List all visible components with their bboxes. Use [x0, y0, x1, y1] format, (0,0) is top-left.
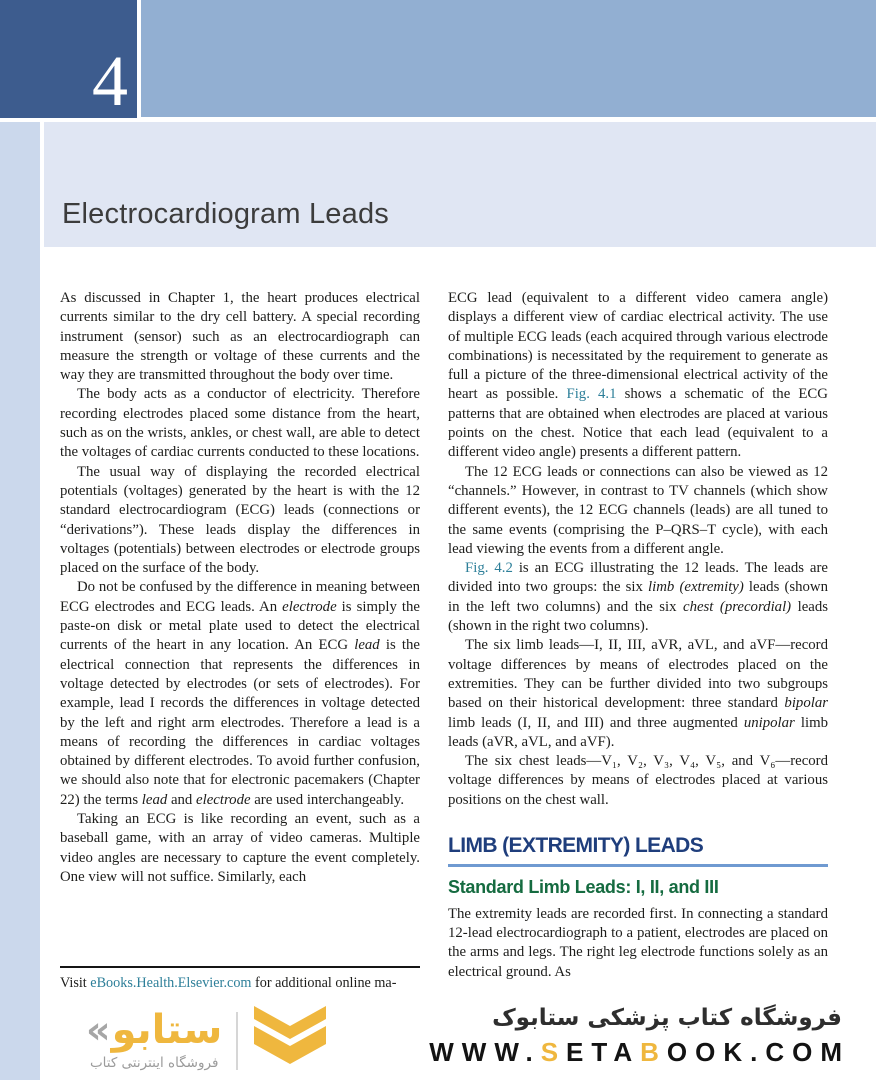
text-segment: shows a schematic of the ECG patterns that are obtained when electrodes are placed at various points on the chest. Notice that each lead (equivalent to a different video angle) presents a different pattern. [448, 386, 828, 461]
text-segment: S [540, 1036, 567, 1067]
text-segment: leads (shown in the left two columns) and the six [448, 579, 828, 615]
text-segment: ETA [566, 1036, 641, 1067]
left-text-column [60, 289, 420, 965]
text-segment: is simply the paste-on disk or metal plate used to detect the electrical currents of the heart in any location. An ECG [60, 598, 420, 654]
setabook-logo[interactable] [86, 1006, 328, 1075]
text-segment: (extremity) [679, 579, 744, 596]
text-segment: The six limb leads—I, II, III, aVR, aVL, and aVF—record voltage differences by means of electrodes placed on the extremities. They can be further divided into two subgroups based on their historical development: three standard [448, 637, 828, 712]
footer-store-info [429, 1004, 850, 1068]
paragraph [448, 463, 828, 559]
store-name-persian: فروشگاه کتاب پزشکی ستابوک [492, 1005, 842, 1031]
text-segment: The extremity leads are recorded first. In connecting a standard 12-lead electrocardiograph to a patient, electrodes are placed on the arms and legs. The right leg electrode functions solely as an electrical ground. As [448, 905, 828, 980]
paragraph [60, 810, 420, 887]
text-segment: OOK.COM [666, 1036, 850, 1067]
logo-wordmark [86, 1006, 223, 1053]
paragraph [448, 752, 828, 810]
inline-link[interactable]: eBooks.Health.Elsevier.com [90, 975, 252, 991]
text-segment: The body acts as a conductor of electricity. Therefore recording electrodes placed some distance from the heart, such as on the wrists, ankles, or chest wall, are able to detect the voltages of cardiac currents conducted to these locations. [60, 386, 420, 461]
text-segment: limb leads (aVR, aVL, and aVF). [448, 714, 828, 750]
text-segment: Visit [60, 975, 91, 991]
text-segment: The six chest leads—V₁, V₂, V₃, V₄, V₅, and V₆—record voltage differences by means of electrodes placed at various positions on the chest wall. [448, 753, 828, 808]
text-segment: The 12 ECG leads or connections can also be viewed as 12 “channels.” However, in contrast to TV channels (which show different events), the 12 ECG channels (leads) are all tuned to the same events (comprising the P–QRS–T cycle), with each lead viewing the events from a different angle. [448, 463, 828, 557]
text-segment: The usual way of displaying the recorded electrical potentials (voltages) generated by the heart is with the 12 standard electrocardiogram (ECG) leads (connections or “derivations”). These leads display the differences in voltages (potentials) between electrodes or electrode groups placed on the surface of the body. [60, 463, 420, 577]
section-heading: LIMB (EXTREMITY) LEADS [448, 834, 828, 867]
text-segment: As discussed in Chapter 1, the heart produces electrical currents similar to the dry cell battery. A special recording instrument (sensor) such as an electrocardiograph can measure the strength or voltage of these currents and the way they are transmitted throughout the body over time. [60, 290, 420, 384]
right-text-column [448, 289, 828, 1011]
text-segment: for additional online ma- [251, 975, 397, 991]
text-segment: B [640, 1036, 667, 1067]
text-segment: limb leads (I, II, and III) and three augmented [448, 714, 744, 731]
paragraph [60, 289, 420, 385]
text-segment: leads (shown in the right two columns). [448, 598, 828, 635]
inline-link[interactable]: Fig. 4.1 [566, 386, 617, 403]
logo-divider [236, 1012, 238, 1070]
paragraph [448, 559, 828, 636]
double-chevron-emblem-icon [252, 1006, 328, 1075]
logo-tagline: فروشگاه اینترنتی کتاب [89, 1054, 219, 1071]
text-segment: unipolar [743, 714, 795, 731]
paragraph [448, 636, 828, 752]
watermark-footer [0, 1000, 876, 1080]
side-strip [0, 122, 40, 1080]
text-segment: Do not be confused by the difference in meaning between ECG electrodes and ECG leads. An [60, 579, 420, 615]
text-segment: lead [354, 637, 380, 654]
text-segment: ECG lead (equivalent to a different video camera angle) displays a different view of cardiac electrical activity. The use of multiple ECG leads (each acquired through various electrode combinations) is necessitated by the requirement to generate as full a picture of the three-dimensional electrical activity of the heart as possible. [448, 290, 828, 403]
text-segment: is an ECG illustrating the 12 leads. The leads are divided into two groups: the six [448, 560, 828, 596]
header-band [141, 0, 876, 117]
store-website[interactable] [429, 1037, 850, 1068]
column-footnote [60, 966, 420, 992]
logo-kaf-chevron: « [86, 1007, 111, 1052]
text-segment: and [167, 791, 197, 808]
chapter-number-box [0, 0, 137, 121]
inline-link[interactable]: Fig. 4.2 [465, 560, 513, 577]
paragraph [60, 578, 420, 810]
paragraph [60, 385, 420, 462]
subsection-heading: Standard Limb Leads: I, II, and III [448, 877, 719, 898]
text-segment: limb [648, 579, 675, 596]
text-segment: bipolar [784, 695, 828, 712]
logo-brand-text: ستابو [111, 1006, 223, 1053]
text-segment: chest [683, 598, 714, 615]
page-title: Electrocardiogram Leads [62, 198, 389, 231]
text-segment: lead [141, 791, 168, 808]
text-segment: (precordial) [719, 598, 792, 615]
chapter-number: 4 [92, 40, 128, 121]
text-segment: Taking an ECG is like recording an event, such as a baseball game, with an array of video cameras. Multiple video angles are necessary to capture the event completely. One view will not suffice. Similarly, each [60, 811, 420, 885]
text-segment: WWW. [429, 1036, 541, 1067]
text-segment: electrode [282, 598, 337, 615]
text-segment: electrode [196, 791, 251, 808]
paragraph [448, 289, 828, 463]
text-segment: are used interchangeably. [250, 791, 405, 808]
title-band [44, 122, 876, 247]
paragraph [448, 905, 828, 982]
paragraph [60, 463, 420, 579]
text-segment: is the electrical connection that represents the differences in voltage detected by electrodes (or sets of electrodes). For example, lead I records the differences in voltage detected by the left and right arm electrodes. Therefore a lead is a means of recording the differences in cardiac voltages obtained by different electrodes. To avoid further confusion, we should also note that for electronic pacemakers (Chapter 22) the terms [60, 637, 420, 808]
logo-text-block [86, 1006, 223, 1071]
